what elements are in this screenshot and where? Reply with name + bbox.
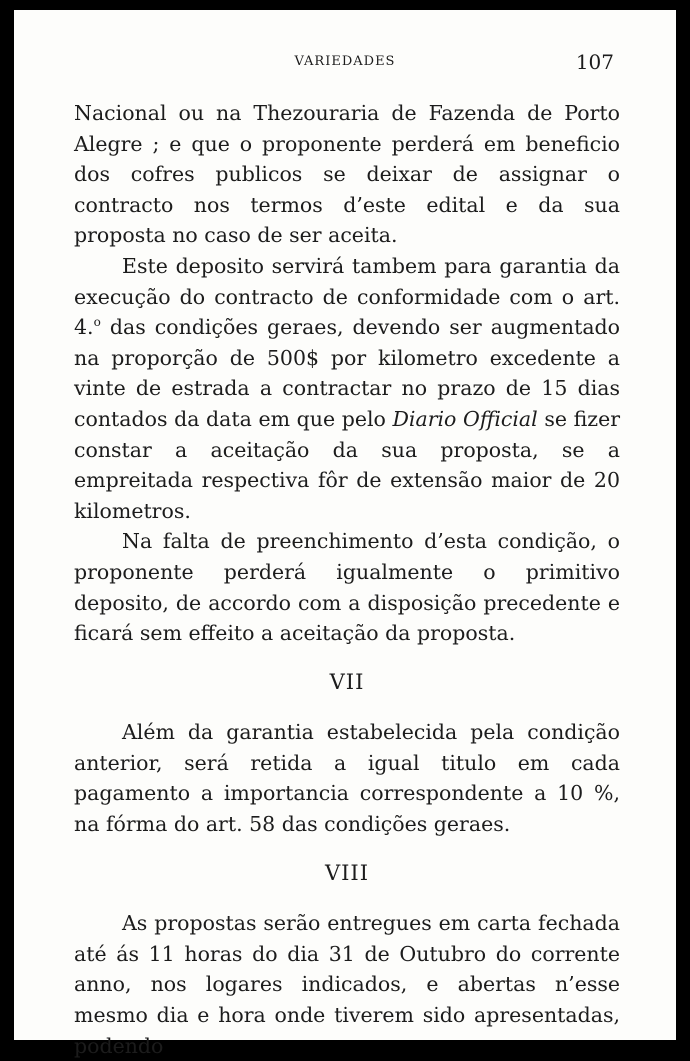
section-heading-viii: VIII <box>324 860 370 885</box>
page-number: 107 <box>575 50 614 74</box>
section-heading-vii: VII <box>329 669 365 694</box>
body-text <box>74 98 620 1061</box>
paragraph-3: Na falta de preenchimento d’esta condição, o proponente perderá igualmente o primitivo deposito, de accordo com a disposição precedente e ficará sem effeito a aceitação da proposta. <box>74 529 620 646</box>
paragraph-5: As propostas serão entregues em carta fechada até ás 11 horas do dia 31 de Outubro do corrente anno, nos logares indicados, e abertas n’esse mesmo dia e hora onde tiverem sido apresentadas, podendo <box>74 911 620 1058</box>
paragraph-2-start: Este deposito servirá tambem para garantia da execução do contracto de conformidade com o art. 4. <box>74 253 620 340</box>
ordinal-indicator: o <box>93 315 101 330</box>
book-page <box>14 10 676 1058</box>
paragraph-2-middle: das condições geraes, devendo ser augmentado na proporção de 500$ por kilometro excedente a vinte de estrada a contractar no prazo de 15 dias contados da data em que pelo <box>74 315 620 431</box>
running-title: VARIEDADES <box>294 54 396 69</box>
diario-official-title: Diario Official <box>392 406 538 431</box>
paragraph-1: Nacional ou na Thezouraria de Fazenda de Porto Alegre ; e que o proponente perderá em beneficio dos cofres publicos se deixar de assignar o contracto nos termos d’este edital e da sua proposta no caso de ser aceita. <box>74 101 620 248</box>
paragraph-2 <box>74 251 620 526</box>
paragraph-4: Além da garantia estabelecida pela condição anterior, será retida a igual titulo em cada pagamento a importancia correspondente a 10 %, na fórma do art. 58 das condições geraes. <box>74 720 620 837</box>
page-header <box>14 50 676 72</box>
paragraph-2-end: se fizer constar a aceitação da sua proposta, se a empreitada respectiva fôr de extensão maior de 20 kilometros. <box>74 406 620 523</box>
